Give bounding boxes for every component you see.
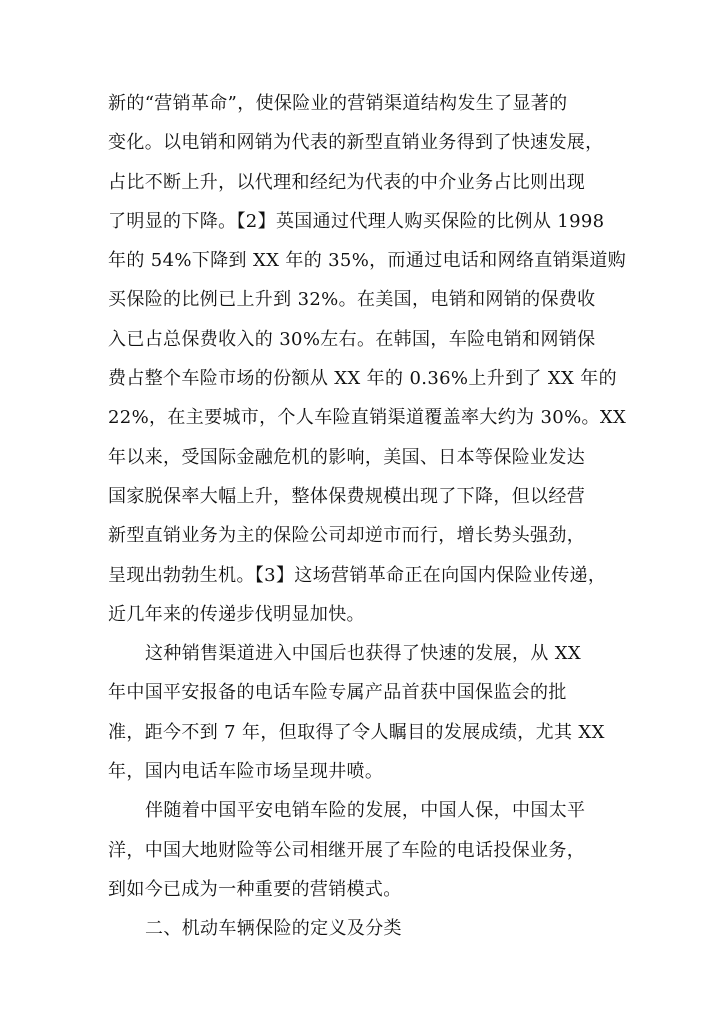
text-line: 入已占总保费收入的 30%左右。在韩国，车险电销和网销保 <box>108 328 596 350</box>
text-line: 22%，在主要城市，个人车险直销渠道覆盖率大约为 30%。XX <box>108 407 627 429</box>
text-line: 年，国内电话车险市场呈现井喷。 <box>108 761 384 783</box>
text-line: 到如今已成为一种重要的营销模式。 <box>108 878 402 900</box>
text-line: 占比不断上升，以代理和经纪为代表的中介业务占比则出现 <box>108 171 586 193</box>
text-line: 这种销售渠道进入中国后也获得了快速的发展，从 XX <box>145 643 582 665</box>
text-line: 新型直销业务为主的保险公司却逆市而行，增长势头强劲， <box>108 525 586 547</box>
text-line: 准，距今不到 7 年，但取得了令人瞩目的发展成绩，尤其 XX <box>108 721 605 743</box>
text-line: 洋，中国大地财险等公司相继开展了车险的电话投保业务， <box>108 839 586 861</box>
text-line: 新的“营销革命”，使保险业的营销渠道结构发生了显著的 <box>108 93 568 114</box>
text-line: 近几年来的传递步伐明显加快。 <box>108 603 365 625</box>
text-line: 变化。以电销和网销为代表的新型直销业务得到了快速发展， <box>108 132 604 154</box>
text-line: 二、机动车辆保险的定义及分类 <box>145 918 402 940</box>
text-line: 呈现出勃勃生机。【3】这场营销革命正在向国内保险业传递， <box>108 564 607 586</box>
text-line: 国家脱保率大幅上升，整体保费规模出现了下降，但以经营 <box>108 485 586 507</box>
text-line: 了明显的下降。【2】英国通过代理人购买保险的比例从 1998 <box>108 210 605 232</box>
text-line: 费占整个车险市场的份额从 XX 年的 0.36%上升到了 XX 年的 <box>108 368 617 390</box>
text-line: 伴随着中国平安电销车险的发展，中国人保，中国太平 <box>145 800 586 822</box>
text-line: 年以来，受国际金融危机的影响，美国、日本等保险业发达 <box>108 446 586 468</box>
paragraph <box>108 84 627 634</box>
text-line: 年的 54%下降到 XX 年的 35%，而通过电话和网络直销渠道购 <box>108 250 627 272</box>
paragraph <box>108 791 614 909</box>
text-line: 买保险的比例已上升到 32%。在美国，电销和网销的保费收 <box>108 289 596 311</box>
document-body <box>108 84 627 949</box>
text-line: 年中国平安报备的电话车险专属产品首获中国保监会的批 <box>108 682 567 704</box>
paragraph <box>108 909 614 948</box>
paragraph <box>108 634 614 791</box>
